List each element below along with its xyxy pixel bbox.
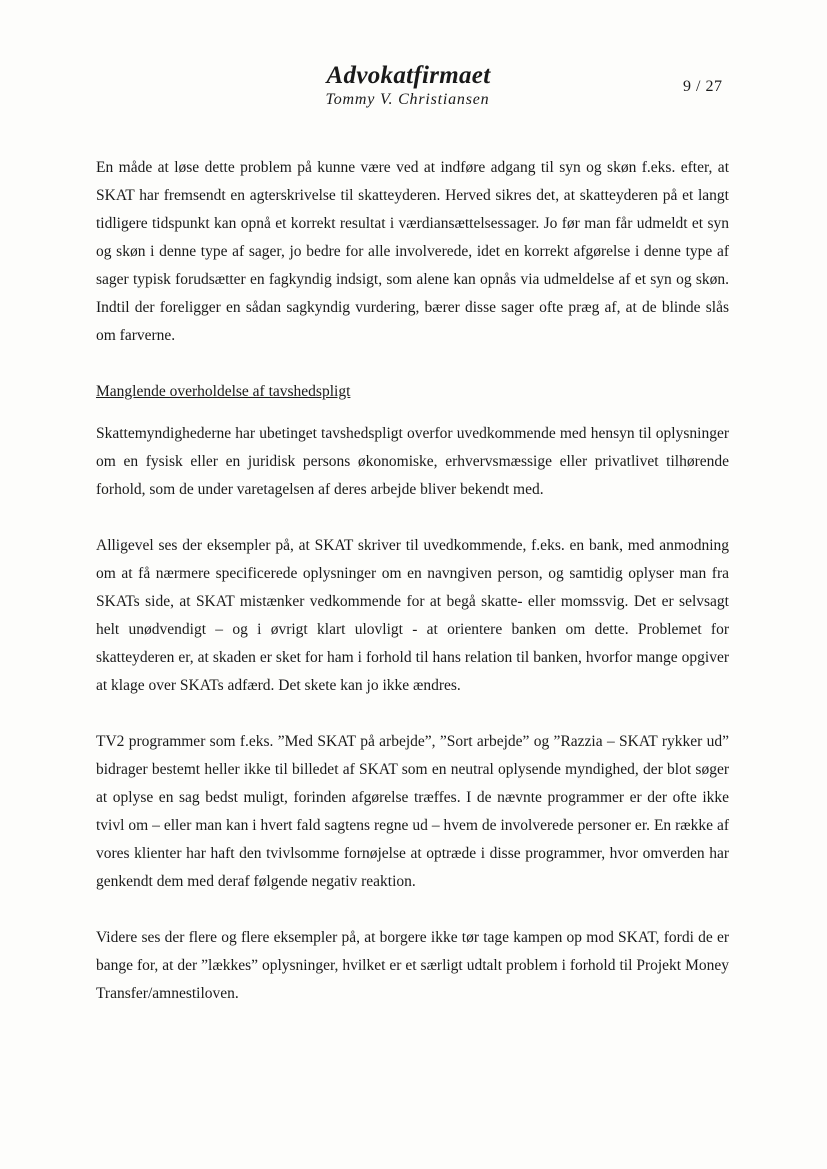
paragraph: En måde at løse dette problem på kunne være ved at indføre adgang til syn og skøn f.eks. efter, at SKAT har fremsendt en agterskrivelse til skatteyderen. Herved sikres det, at skatteyderen på et langt tidligere tidspunkt kan opnå et korrekt resultat i værdiansættelsessager. Jo før man får udmeldt et syn og skøn i denne type af sager, jo bedre for alle involverede, idet en korrekt afgørelse i denne type af sager typisk forudsætter en fagkyndig indsigt, som alene kan opnås via udmeldelse af et syn og skøn. Indtil der foreligger en sådan sagkyndig vurdering, bærer disse sager ofte præg af, at de blinde slås om farverne.: [96, 159, 729, 344]
paragraph: TV2 programmer som f.eks. ”Med SKAT på arbejde”, ”Sort arbejde” og ”Razzia – SKAT rykker ud” bidrager bestemt heller ikke til billedet af SKAT som en neutral oplysende myndighed, der blot søger at oplyse en sag bedst muligt, forinden afgørelse træffes. I de nævnte programmer er der ofte ikke tvivl om – eller man kan i hvert fald sagtens regne ud – hvem de involverede personer er. En række af vores klienter har haft den tvivlsomme fornøjelse at optræde i disse programmer, hvor omverden har genkendt dem med deraf følgende negativ reaktion.: [96, 733, 729, 890]
document-body: [96, 154, 729, 1008]
page-number: 9 / 27: [683, 78, 723, 95]
paragraph: Videre ses der flere og flere eksempler på, at borgere ikke tør tage kampen op mod SKAT, fordi de er bange for, at der ”lækkes” oplysninger, hvilket er et særligt udtalt problem i forhold til Projekt Money Transfer/amnestiloven.: [96, 929, 729, 1002]
firm-name: Advokatfirmaet: [326, 62, 491, 89]
section-heading: Manglende overholdelse af tavshedspligt: [96, 383, 351, 400]
firm-owner: Tommy V. Christiansen: [325, 91, 490, 108]
paragraph: Alligevel ses der eksempler på, at SKAT skriver til uvedkommende, f.eks. en bank, med anmodning om at få nærmere specificerede oplysninger om en navngiven person, og samtidig oplyser man fra SKATs side, at SKAT mistænker vedkommende for at begå skatte- eller momssvig. Det er selvsagt helt unødvendigt – og i øvrigt klart ulovligt - at orientere banken om dette. Problemet for skatteyderen er, at skaden er sket for ham i forhold til hans relation til banken, hvorfor mange opgiver at klage over SKATs adfærd. Det skete kan jo ikke ændres.: [96, 537, 729, 694]
paragraph: Skattemyndighederne har ubetinget tavshedspligt overfor uvedkommende med hensyn til oplysninger om en fysisk eller en juridisk persons økonomiske, erhvervsmæssige eller privatlivet tilhørende forhold, som de under varetagelsen af deres arbejde bliver bekendt med.: [96, 425, 729, 498]
